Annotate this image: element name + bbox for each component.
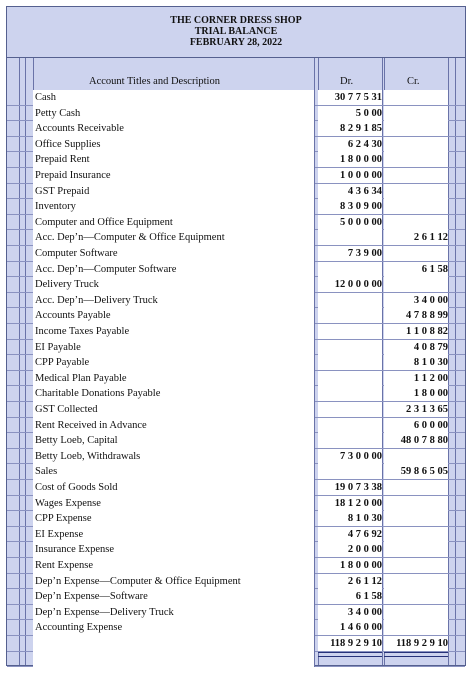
report-heading (7, 7, 465, 58)
account-row (7, 152, 465, 168)
account-row (7, 402, 465, 418)
account-row (7, 371, 465, 387)
debit-cell (318, 262, 382, 277)
trial-balance-sheet (6, 6, 466, 666)
account-name: Office Supplies (35, 138, 101, 150)
debit-amount: 2 6 1 12 (347, 575, 382, 587)
credit-cell (384, 277, 448, 292)
description-cell (33, 636, 315, 652)
debit-cell (318, 433, 382, 448)
totals-row (7, 636, 465, 652)
account-row (7, 527, 465, 543)
account-row (7, 386, 465, 402)
account-row (7, 480, 465, 496)
debit-amount: 3 4 0 00 (347, 606, 382, 618)
credit-cell (384, 542, 448, 557)
debit-amount: 4 3 6 34 (347, 185, 382, 197)
account-name: EI Expense (35, 528, 84, 540)
account-name: Medical Plan Payable (35, 372, 127, 384)
credit-cell (384, 215, 448, 230)
account-name: Dep’n Expense—Computer & Office Equipment (35, 575, 241, 587)
debit-amount: 7 3 9 00 (347, 248, 382, 259)
account-row (7, 121, 465, 137)
account-name: Computer Software (35, 248, 118, 259)
description-cell (33, 652, 315, 668)
debit-amount: 6 1 58 (355, 591, 382, 603)
account-row (7, 199, 465, 215)
credit-cell (384, 605, 448, 620)
account-row (7, 184, 465, 200)
account-row (7, 589, 465, 605)
debit-cell (318, 230, 382, 245)
debit-cell (318, 371, 382, 386)
account-row (7, 230, 465, 246)
account-row (7, 137, 465, 153)
credit-cell (384, 496, 448, 511)
debit-column-header: Dr. (340, 76, 354, 87)
account-name: Accounts Receivable (35, 123, 124, 135)
credit-amount: 59 8 6 5 05 (400, 466, 448, 478)
account-row (7, 418, 465, 434)
account-name: Computer and Office Equipment (35, 216, 173, 228)
account-name: Dep’n Expense—Software (35, 591, 148, 603)
debit-cell (318, 324, 382, 339)
credit-amount: 6 0 0 00 (413, 419, 448, 431)
account-name: Betty Loeb, Withdrawals (35, 450, 141, 462)
account-row (7, 262, 465, 278)
account-row (7, 308, 465, 324)
credit-cell (384, 558, 448, 573)
account-name: CPP Payable (35, 357, 90, 369)
account-row (7, 215, 465, 231)
description-column-header: Account Titles and Description (89, 76, 220, 87)
credit-cell (384, 152, 448, 167)
credit-amount: 2 6 1 12 (413, 232, 448, 244)
account-row (7, 277, 465, 293)
debit-amount: 5 0 0 0 00 (340, 216, 382, 228)
account-name: Cash (35, 92, 56, 103)
credit-cell (384, 121, 448, 136)
account-row (7, 293, 465, 309)
account-name: Petty Cash (35, 107, 81, 119)
account-row (7, 355, 465, 371)
account-name: Dep’n Expense—Delivery Truck (35, 606, 174, 618)
credit-cell (384, 246, 448, 261)
debit-cell (318, 355, 382, 370)
account-name: Acc. Dep’n—Computer Software (35, 263, 177, 275)
account-row (7, 324, 465, 340)
account-name: GST Prepaid (35, 185, 90, 197)
debit-amount: 12 0 0 0 00 (334, 279, 382, 291)
credit-cell (384, 480, 448, 495)
debit-amount: 19 0 7 3 38 (334, 482, 382, 493)
account-row (7, 620, 465, 636)
account-row (7, 449, 465, 465)
credit-amount: 1 8 0 00 (413, 388, 448, 400)
debit-amount: 1 8 0 0 00 (340, 154, 382, 166)
credit-total: 118 9 2 9 10 (396, 638, 448, 649)
account-name: Acc. Dep’n—Delivery Truck (35, 294, 158, 306)
credit-double-rule (384, 652, 448, 657)
debit-cell (318, 418, 382, 433)
debit-amount: 8 2 9 1 85 (340, 123, 382, 135)
credit-amount: 4 7 8 8 99 (406, 310, 448, 322)
debit-cell (318, 308, 382, 323)
account-name: Inventory (35, 201, 76, 213)
account-row (7, 246, 465, 262)
account-name: CPP Expense (35, 513, 92, 525)
credit-amount: 4 0 8 79 (413, 341, 448, 353)
account-row (7, 106, 465, 122)
debit-amount: 1 4 6 0 00 (340, 622, 382, 634)
account-name: Rent Expense (35, 560, 94, 571)
account-name: Prepaid Rent (35, 154, 90, 166)
debit-amount: 1 8 0 0 00 (340, 560, 382, 571)
account-row (7, 90, 465, 106)
credit-amount: 6 1 58 (421, 263, 448, 275)
credit-cell (384, 199, 448, 214)
credit-amount: 1 1 0 8 82 (406, 326, 448, 337)
credit-cell (384, 574, 448, 589)
account-row (7, 542, 465, 558)
account-name: Prepaid Insurance (35, 170, 111, 181)
account-row (7, 433, 465, 449)
debit-amount: 7 3 0 0 00 (340, 450, 382, 462)
account-name: Charitable Donations Payable (35, 388, 161, 400)
debit-amount: 5 0 00 (355, 107, 382, 119)
account-name: Accounts Payable (35, 310, 111, 322)
account-name: Rent Received in Advance (35, 419, 147, 431)
debit-amount: 2 0 0 00 (347, 544, 382, 556)
credit-amount: 48 0 7 8 80 (400, 435, 448, 447)
debit-cell (318, 402, 382, 417)
credit-cell (384, 620, 448, 635)
report-date: FEBRUARY 28, 2022 (189, 37, 283, 48)
account-row (7, 464, 465, 480)
account-name: EI Payable (35, 341, 81, 353)
debit-cell (318, 464, 382, 479)
account-name: Cost of Goods Sold (35, 482, 118, 493)
credit-cell (384, 184, 448, 199)
account-name: Wages Expense (35, 497, 101, 509)
account-row (7, 340, 465, 356)
debit-amount: 18 1 2 0 00 (334, 497, 382, 509)
credit-cell (384, 589, 448, 604)
credit-amount: 1 1 2 00 (413, 372, 448, 384)
account-row (7, 496, 465, 512)
credit-cell (384, 90, 448, 105)
debit-double-rule (318, 652, 382, 657)
account-name: Income Taxes Payable (35, 326, 130, 337)
debit-amount: 30 7 7 5 31 (334, 92, 382, 103)
account-name: Betty Loeb, Capital (35, 435, 118, 447)
debit-amount: 8 3 0 9 00 (340, 201, 382, 213)
account-name: GST Collected (35, 404, 98, 415)
account-name: Delivery Truck (35, 279, 99, 291)
company-name: THE CORNER DRESS SHOP (170, 15, 302, 26)
credit-cell (384, 106, 448, 121)
credit-column-header: Cr. (407, 76, 420, 87)
credit-amount: 2 3 1 3 65 (406, 404, 448, 415)
debit-amount: 1 0 0 0 00 (340, 170, 382, 181)
credit-cell (384, 168, 448, 183)
account-row (7, 511, 465, 527)
report-title: TRIAL BALANCE (194, 26, 278, 37)
account-name: Accounting Expense (35, 622, 123, 634)
debit-cell (318, 293, 382, 308)
credit-amount: 8 1 0 30 (413, 357, 448, 369)
account-row (7, 574, 465, 590)
debit-cell (318, 340, 382, 355)
debit-amount: 8 1 0 30 (347, 513, 382, 525)
credit-cell (384, 449, 448, 464)
debit-amount: 4 7 6 92 (347, 528, 382, 540)
credit-cell (384, 511, 448, 526)
account-name: Insurance Expense (35, 544, 115, 556)
account-row (7, 605, 465, 621)
debit-amount: 6 2 4 30 (347, 138, 382, 150)
account-row (7, 558, 465, 574)
account-name: Acc. Dep’n—Computer & Office Equipment (35, 232, 225, 244)
credit-cell (384, 137, 448, 152)
debit-cell (318, 386, 382, 401)
debit-total: 118 9 2 9 10 (330, 638, 382, 649)
credit-cell (384, 527, 448, 542)
account-row (7, 168, 465, 184)
account-name: Sales (35, 466, 58, 478)
credit-amount: 3 4 0 00 (413, 294, 448, 306)
